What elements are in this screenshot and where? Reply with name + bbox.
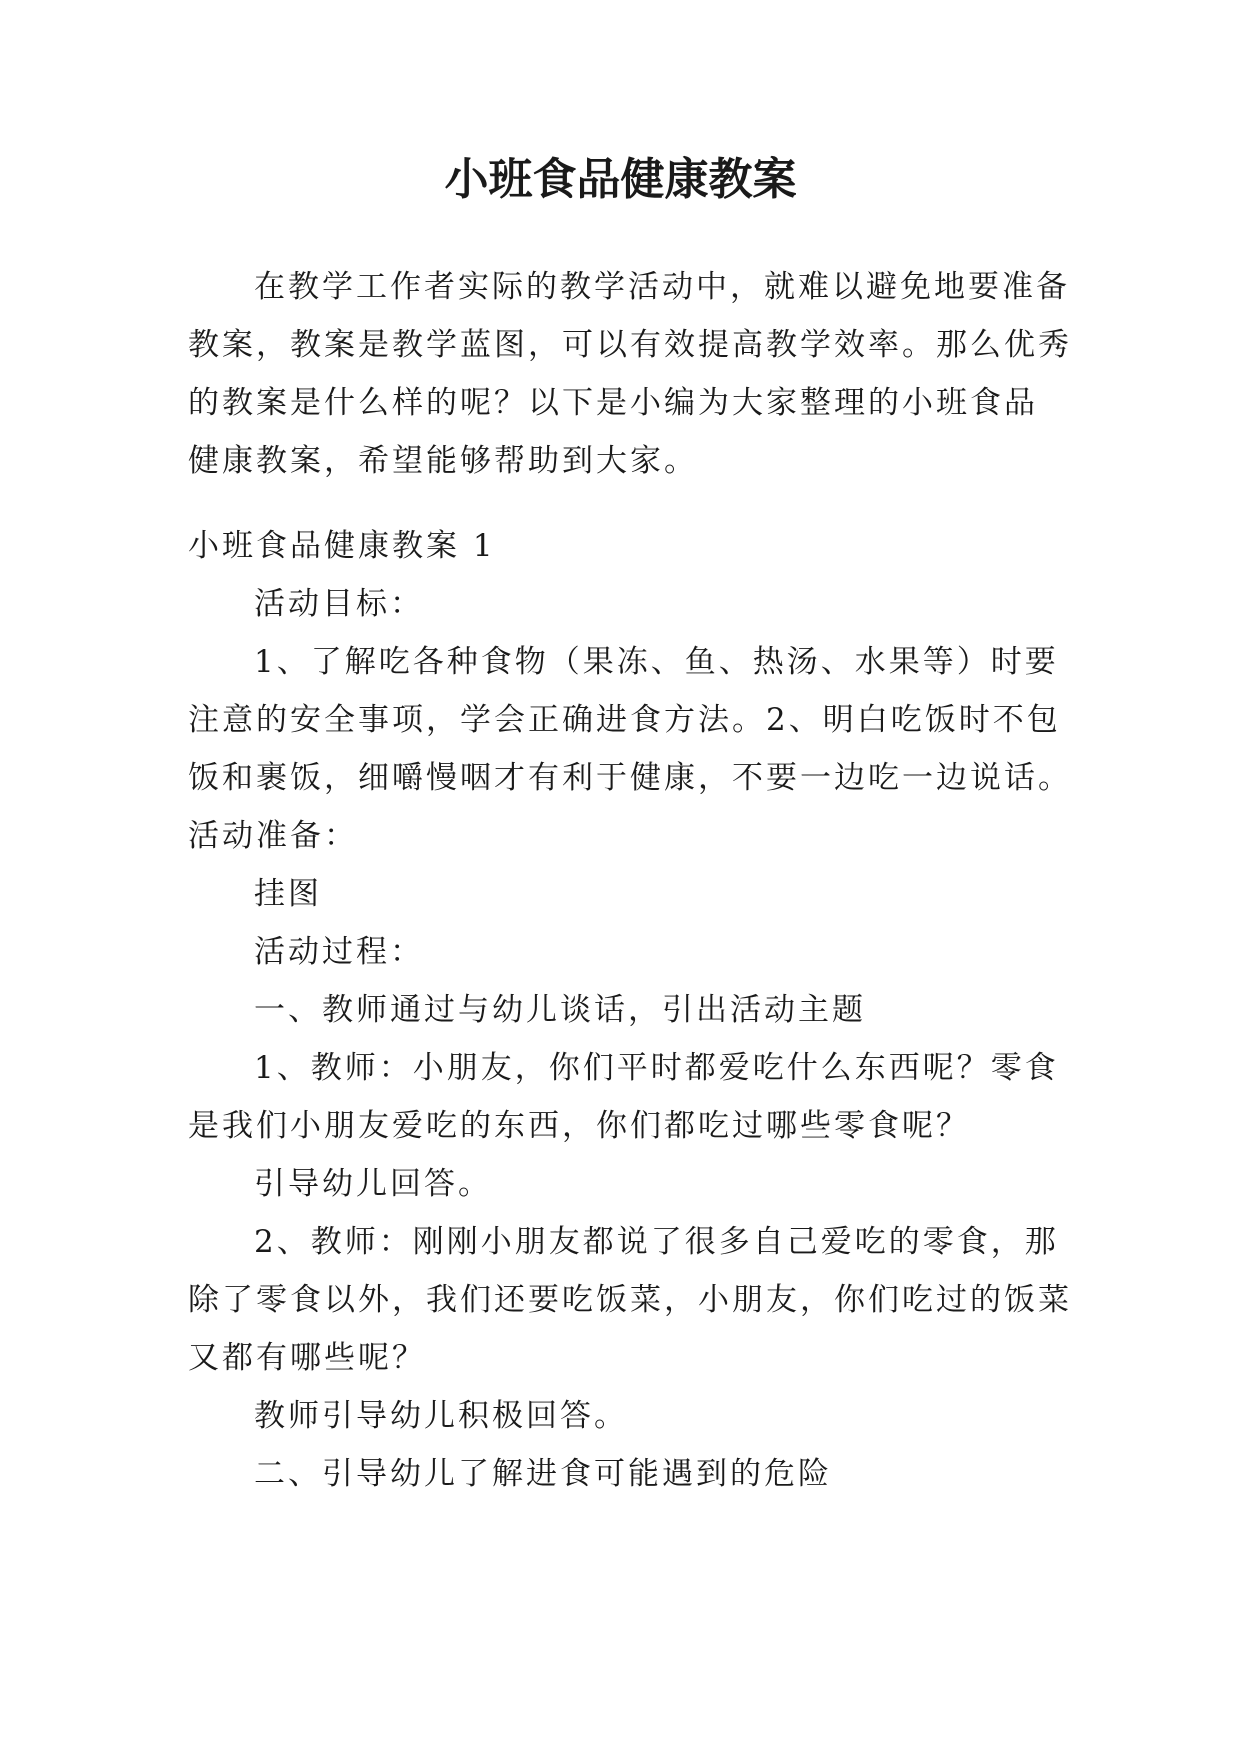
body-line: 是我们小朋友爱吃的东西，你们都吃过哪些零食呢？	[188, 1108, 970, 1144]
body-line: 挂图	[254, 876, 322, 912]
body-line: 1、了解吃各种食物（果冻、鱼、热汤、水果等）时要	[254, 644, 1059, 680]
intro-line: 教案，教案是教学蓝图，可以有效提高教学效率。那么优秀	[188, 327, 1072, 363]
body-line: 2、教师：刚刚小朋友都说了很多自己爱吃的零食，那	[254, 1224, 1059, 1260]
body-line: 二、引导幼儿了解进食可能遇到的危险	[254, 1456, 832, 1492]
body-line: 除了零食以外，我们还要吃饭菜，小朋友，你们吃过的饭菜	[188, 1282, 1072, 1318]
activity-process-label: 活动过程：	[254, 934, 424, 970]
intro-line: 健康教案，希望能够帮助到大家。	[188, 443, 698, 479]
intro-line: 的教案是什么样的呢？以下是小编为大家整理的小班食品	[188, 385, 1038, 421]
body-line: 注意的安全事项，学会正确进食方法。2、明白吃饭时不包	[188, 702, 1061, 738]
body-line: 一、教师通过与幼儿谈话，引出活动主题	[254, 992, 866, 1028]
activity-prep-label: 活动准备：	[188, 818, 358, 854]
lesson-plan-section	[188, 517, 1072, 1503]
body-line: 1、教师：小朋友，你们平时都爱吃什么东西呢？零食	[254, 1050, 1059, 1086]
intro-paragraph	[188, 258, 1072, 490]
section-heading: 小班食品健康教案 1	[188, 528, 496, 564]
body-line: 教师引导幼儿积极回答。	[254, 1398, 628, 1434]
document-title: 小班食品健康教案	[444, 154, 797, 205]
intro-line: 在教学工作者实际的教学活动中，就难以避免地要准备	[254, 269, 1070, 305]
activity-goals-label: 活动目标：	[254, 586, 424, 622]
body-line: 又都有哪些呢？	[188, 1340, 426, 1376]
body-line: 引导幼儿回答。	[254, 1166, 492, 1202]
body-line: 饭和裹饭，细嚼慢咽才有利于健康，不要一边吃一边说话。	[188, 760, 1072, 796]
